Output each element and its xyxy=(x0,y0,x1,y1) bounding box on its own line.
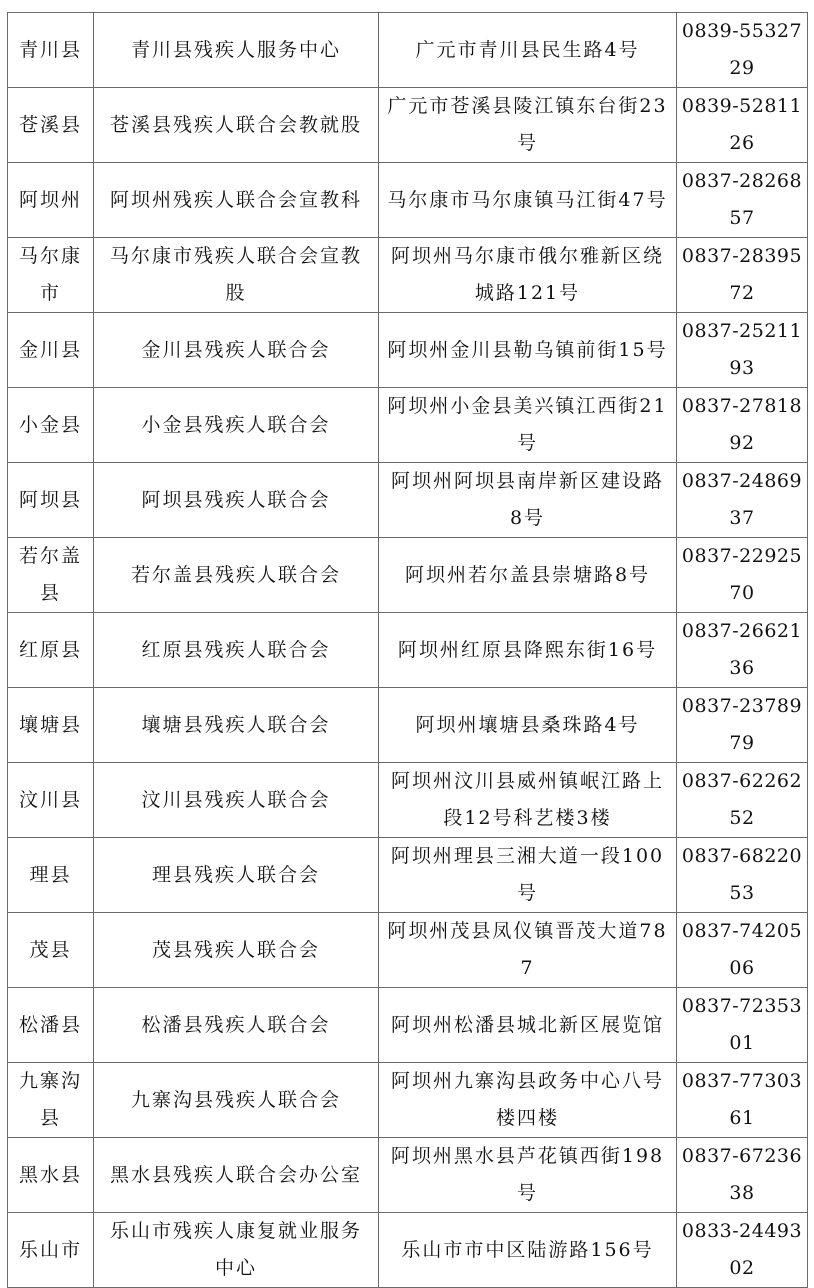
organization-cell: 阿坝州残疾人联合会宣教科 xyxy=(94,163,379,238)
region-cell: 小金县 xyxy=(8,388,94,463)
phone-cell: 0837-2662136 xyxy=(677,613,808,688)
phone-cell: 0837-2292570 xyxy=(677,538,808,613)
region-cell: 金川县 xyxy=(8,313,94,388)
organization-cell: 乐山市残疾人康复就业服务中心 xyxy=(94,1213,379,1288)
phone-cell: 0837-6226252 xyxy=(677,763,808,838)
phone-cell: 0837-2521193 xyxy=(677,313,808,388)
region-cell: 理县 xyxy=(8,838,94,913)
table-row xyxy=(8,13,808,88)
organization-cell: 九寨沟县残疾人联合会 xyxy=(94,1063,379,1138)
phone-cell: 0839-5532729 xyxy=(677,13,808,88)
region-cell: 黑水县 xyxy=(8,1138,94,1213)
phone-cell: 0837-2378979 xyxy=(677,688,808,763)
address-cell: 乐山市市中区陆游路156号 xyxy=(379,1213,677,1288)
table-row xyxy=(8,1063,808,1138)
region-cell: 茂县 xyxy=(8,913,94,988)
address-cell: 阿坝州马尔康市俄尔雅新区绕城路121号 xyxy=(379,238,677,313)
address-cell: 阿坝州红原县降熙东街16号 xyxy=(379,613,677,688)
address-cell: 阿坝州黑水县芦花镇西街198号 xyxy=(379,1138,677,1213)
organization-cell: 壤塘县残疾人联合会 xyxy=(94,688,379,763)
table-row xyxy=(8,838,808,913)
region-cell: 青川县 xyxy=(8,13,94,88)
phone-cell: 0837-2486937 xyxy=(677,463,808,538)
phone-cell: 0837-7730361 xyxy=(677,1063,808,1138)
address-cell: 阿坝州小金县美兴镇江西街21号 xyxy=(379,388,677,463)
region-cell: 九寨沟县 xyxy=(8,1063,94,1138)
address-cell: 阿坝州松潘县城北新区展览馆 xyxy=(379,988,677,1063)
organization-cell: 汶川县残疾人联合会 xyxy=(94,763,379,838)
organization-cell: 青川县残疾人服务中心 xyxy=(94,13,379,88)
table-row xyxy=(8,613,808,688)
address-cell: 广元市青川县民生路4号 xyxy=(379,13,677,88)
address-cell: 阿坝州茂县凤仪镇晋茂大道787 xyxy=(379,913,677,988)
organization-cell: 理县残疾人联合会 xyxy=(94,838,379,913)
organization-cell: 阿坝县残疾人联合会 xyxy=(94,463,379,538)
table-row xyxy=(8,238,808,313)
address-cell: 阿坝州汶川县威州镇岷江路上段12号科艺楼3楼 xyxy=(379,763,677,838)
table-row xyxy=(8,313,808,388)
region-cell: 红原县 xyxy=(8,613,94,688)
address-cell: 阿坝州九寨沟县政务中心八号楼四楼 xyxy=(379,1063,677,1138)
table-row xyxy=(8,913,808,988)
address-cell: 阿坝州阿坝县南岸新区建设路8号 xyxy=(379,463,677,538)
table-row xyxy=(8,1138,808,1213)
region-cell: 阿坝州 xyxy=(8,163,94,238)
table-row xyxy=(8,463,808,538)
phone-cell: 0837-2781892 xyxy=(677,388,808,463)
address-cell: 广元市苍溪县陵江镇东台街23号 xyxy=(379,88,677,163)
phone-cell: 0837-2826857 xyxy=(677,163,808,238)
phone-cell: 0837-6822053 xyxy=(677,838,808,913)
phone-cell: 0833-2449302 xyxy=(677,1213,808,1288)
table-row xyxy=(8,988,808,1063)
phone-cell: 0837-7235301 xyxy=(677,988,808,1063)
contact-table xyxy=(7,12,808,1288)
organization-cell: 松潘县残疾人联合会 xyxy=(94,988,379,1063)
organization-cell: 金川县残疾人联合会 xyxy=(94,313,379,388)
phone-cell: 0837-6723638 xyxy=(677,1138,808,1213)
address-cell: 阿坝州金川县勒乌镇前街15号 xyxy=(379,313,677,388)
table-row xyxy=(8,688,808,763)
phone-cell: 0837-2839572 xyxy=(677,238,808,313)
region-cell: 苍溪县 xyxy=(8,88,94,163)
address-cell: 马尔康市马尔康镇马江街47号 xyxy=(379,163,677,238)
organization-cell: 若尔盖县残疾人联合会 xyxy=(94,538,379,613)
region-cell: 马尔康市 xyxy=(8,238,94,313)
organization-cell: 小金县残疾人联合会 xyxy=(94,388,379,463)
phone-cell: 0837-7420506 xyxy=(677,913,808,988)
region-cell: 壤塘县 xyxy=(8,688,94,763)
region-cell: 若尔盖县 xyxy=(8,538,94,613)
table-row xyxy=(8,1213,808,1288)
table-row xyxy=(8,763,808,838)
address-cell: 阿坝州若尔盖县崇塘路8号 xyxy=(379,538,677,613)
phone-cell: 0839-5281126 xyxy=(677,88,808,163)
table-body xyxy=(8,13,808,1288)
address-cell: 阿坝州壤塘县桑珠路4号 xyxy=(379,688,677,763)
table-row xyxy=(8,163,808,238)
contact-table-page xyxy=(7,12,807,1288)
region-cell: 松潘县 xyxy=(8,988,94,1063)
organization-cell: 苍溪县残疾人联合会教就股 xyxy=(94,88,379,163)
organization-cell: 黑水县残疾人联合会办公室 xyxy=(94,1138,379,1213)
organization-cell: 马尔康市残疾人联合会宣教股 xyxy=(94,238,379,313)
region-cell: 阿坝县 xyxy=(8,463,94,538)
organization-cell: 茂县残疾人联合会 xyxy=(94,913,379,988)
table-row xyxy=(8,88,808,163)
organization-cell: 红原县残疾人联合会 xyxy=(94,613,379,688)
region-cell: 乐山市 xyxy=(8,1213,94,1288)
address-cell: 阿坝州理县三湘大道一段100号 xyxy=(379,838,677,913)
table-row xyxy=(8,388,808,463)
table-row xyxy=(8,538,808,613)
region-cell: 汶川县 xyxy=(8,763,94,838)
